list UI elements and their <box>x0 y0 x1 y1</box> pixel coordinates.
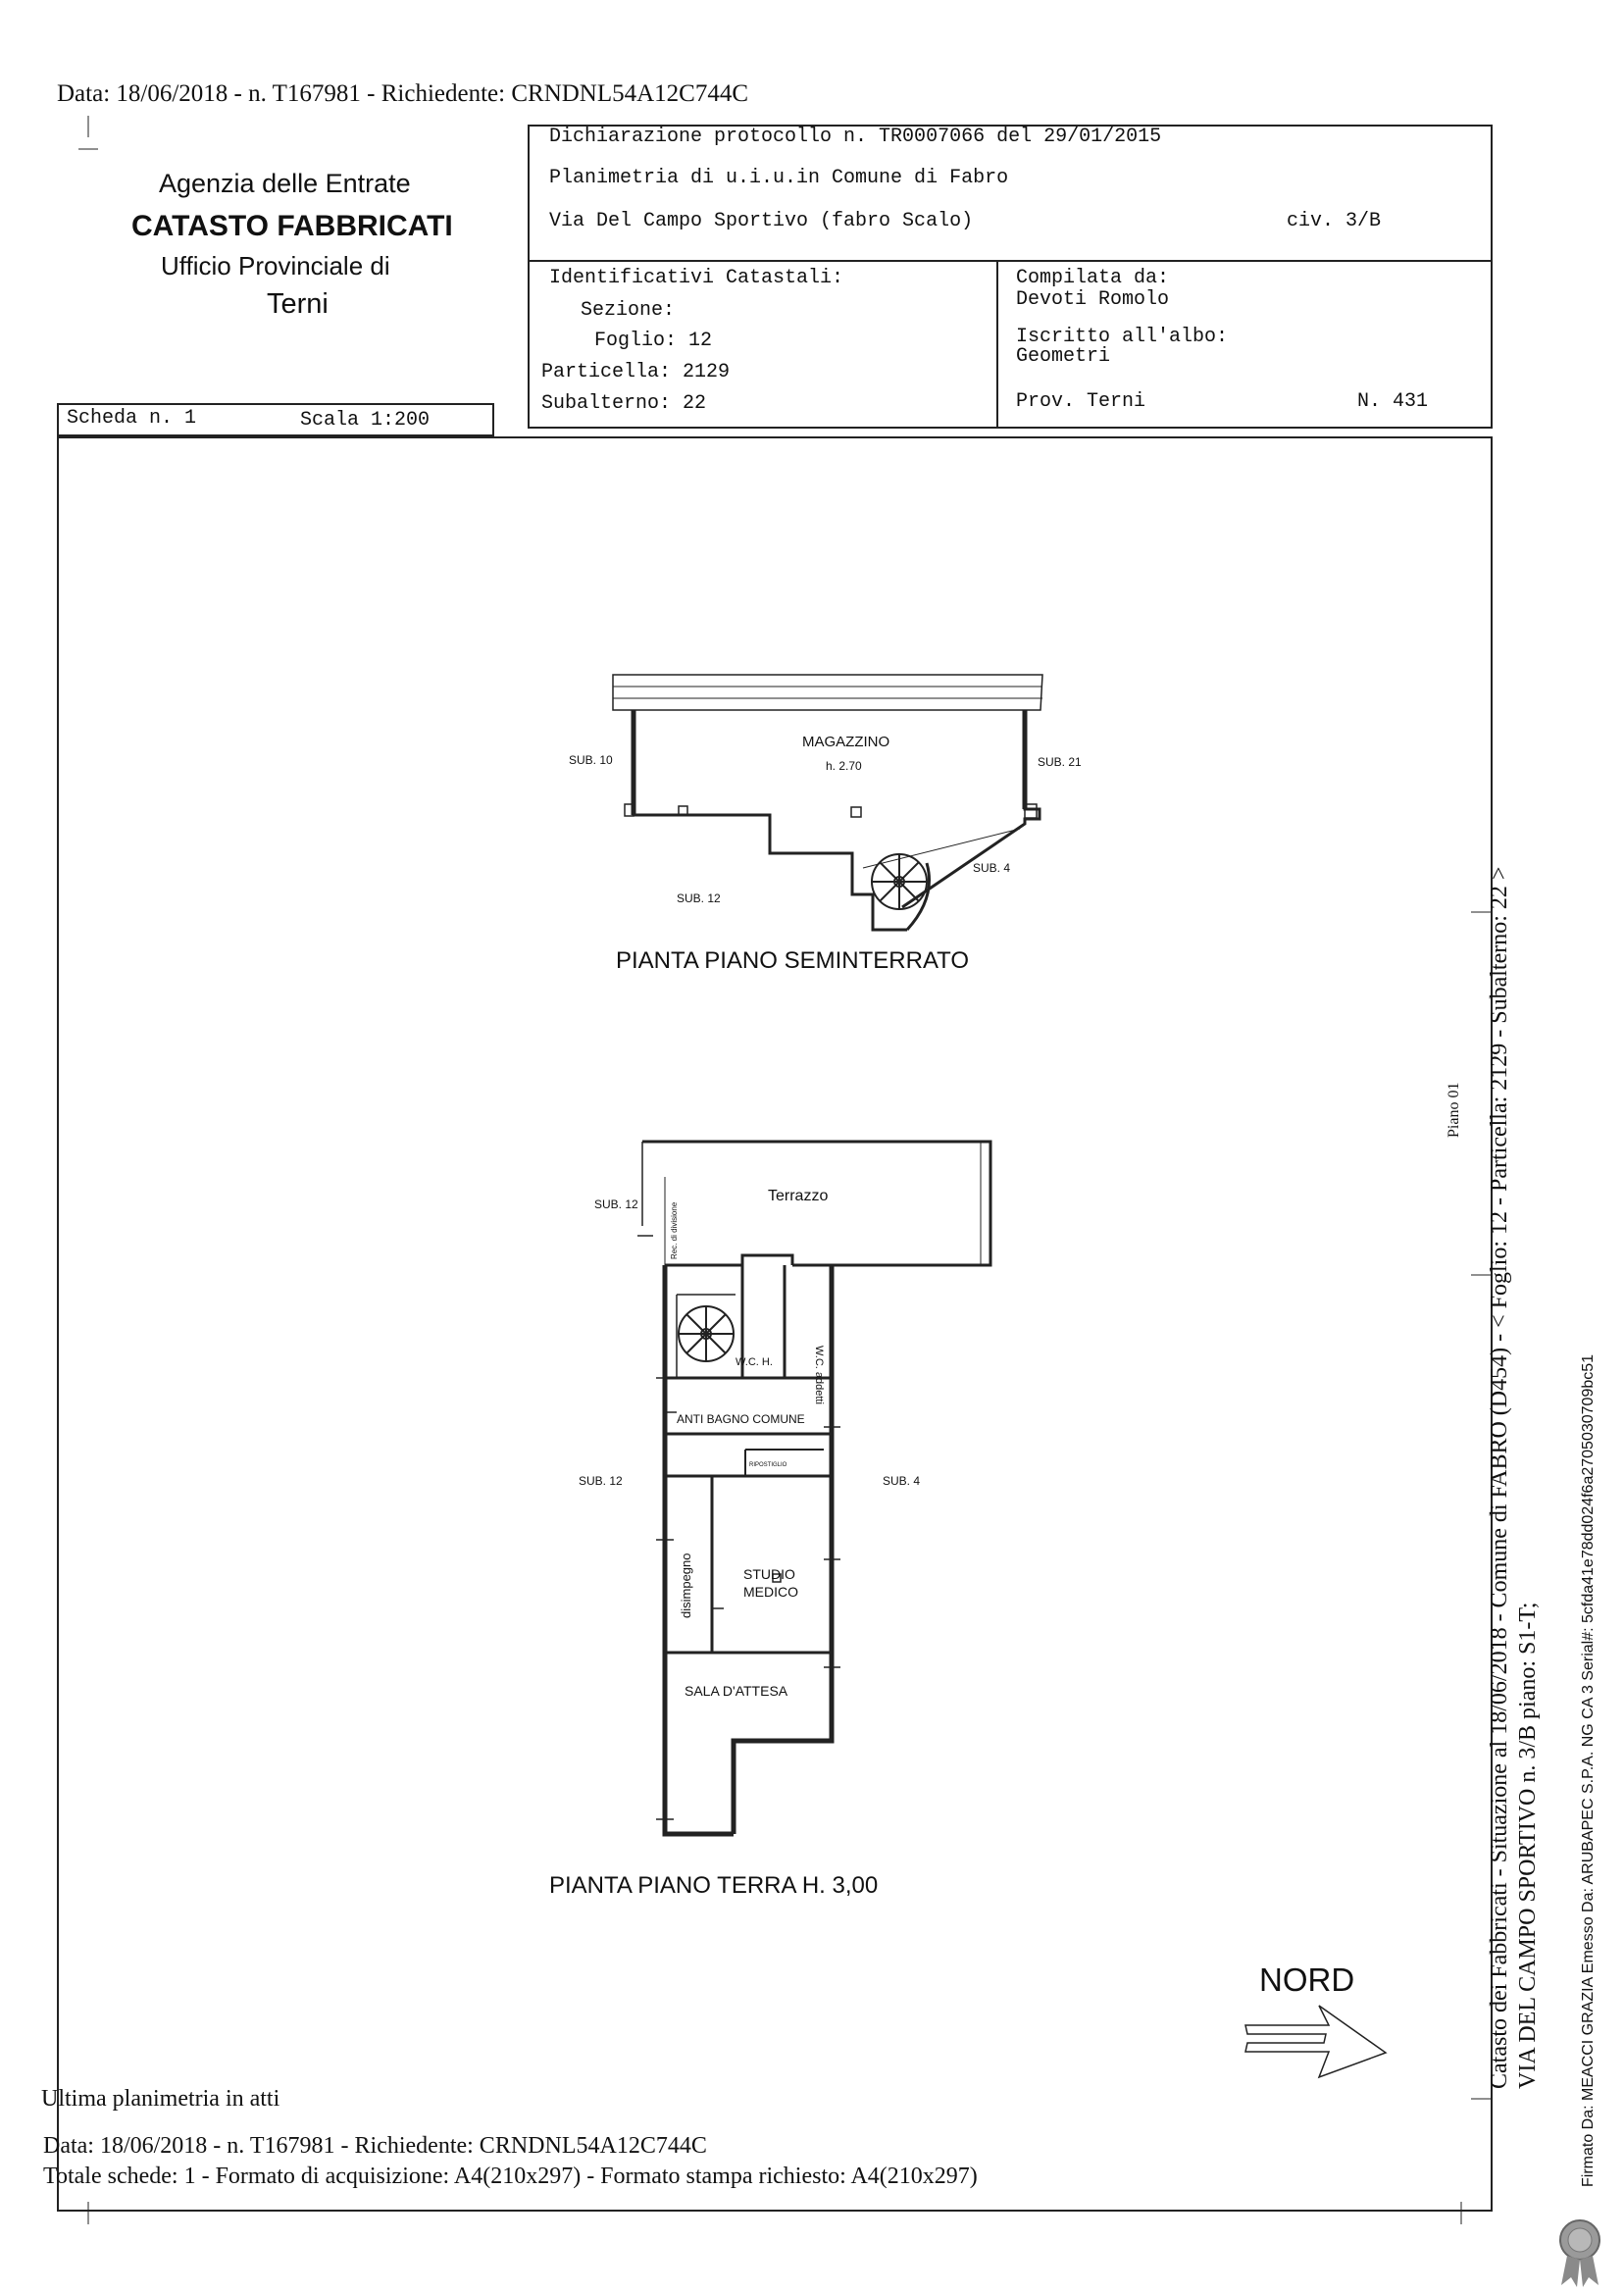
ground-ripostiglio-label: RIPOSTIGLIO <box>749 1462 787 1468</box>
identifiers-title: Identificativi Catastali: <box>549 267 844 289</box>
compiler-albo-label: Iscritto all'albo: <box>1016 326 1229 348</box>
ground-sub-right: SUB. 4 <box>883 1474 921 1488</box>
signature-seal-icon <box>1548 2213 1612 2289</box>
ground-caption: PIANTA PIANO TERRA H. 3,00 <box>549 1872 879 1899</box>
registration-ticks <box>78 116 1491 2224</box>
north-label: NORD <box>1259 1961 1355 1998</box>
basement-sub-bottom: SUB. 12 <box>677 891 721 905</box>
side-address-text: VIA DEL CAMPO SPORTIVO n. 3/B piano: S1-T; <box>1515 1602 1541 2089</box>
compiler-name: Devoti Romolo <box>1016 288 1170 311</box>
ground-sala-label: SALA D'ATTESA <box>685 1683 788 1699</box>
compiler-label: Compilata da: <box>1016 267 1170 289</box>
declaration-address: Via Del Campo Sportivo (fabro Scalo) <box>549 210 974 232</box>
scheda-scale: Scala 1:200 <box>300 409 431 432</box>
compiler-number: N. 431 <box>1357 390 1429 413</box>
north-arrow-icon <box>1245 2006 1386 2077</box>
office-agency: Agenzia delle Entrate <box>159 169 411 198</box>
header-request-line: Data: 18/06/2018 - n. T167981 - Richiedente: CRNDNL54A12C744C <box>57 80 749 107</box>
compiler-albo: Geometri <box>1016 345 1111 368</box>
ground-studio-label-1: STUDIO <box>743 1566 795 1582</box>
basement-caption: PIANTA PIANO SEMINTERRATO <box>616 947 970 974</box>
footer-request-line: Data: 18/06/2018 - n. T167981 - Richiedente: CRNDNL54A12C744C <box>43 2133 707 2159</box>
ground-terrace-label: Terrazzo <box>768 1188 829 1204</box>
scheda-number: Scheda n. 1 <box>67 407 197 430</box>
office-catasto: CATASTO FABBRICATI <box>131 210 453 242</box>
basement-sub-right: SUB. 21 <box>1038 755 1082 769</box>
ground-studio-label-2: MEDICO <box>743 1584 798 1600</box>
identifiers-particella: Particella: 2129 <box>541 361 731 383</box>
identifiers-sezione: Sezione: <box>581 299 676 322</box>
ground-wc-h-label: W.C. H. <box>736 1356 773 1368</box>
identifiers-foglio: Foglio: 12 <box>594 330 713 352</box>
footer-last-plan: Ultima planimetria in atti <box>41 2086 280 2112</box>
identifiers-subalterno: Subalterno: 22 <box>541 392 707 415</box>
office-city: Terni <box>267 288 329 320</box>
ground-sub-left: SUB. 12 <box>579 1474 623 1488</box>
ground-plan <box>637 1142 990 1834</box>
declaration-civ: civ. 3/B <box>1287 210 1382 232</box>
side-signature-text: Firmato Da: MEACCI GRAZIA Emesso Da: ARUBAPEC S.P.A. NG CA 3 Serial#: 5cfda41e78dd024f6a2705030709bc51 <box>1580 1353 1597 2187</box>
basement-sub-stair: SUB. 4 <box>973 861 1011 875</box>
ground-anti-label: ANTI BAGNO COMUNE <box>677 1412 805 1426</box>
side-stamp-text: Piano 01 <box>1446 1082 1462 1138</box>
ground-wc-addetti-label: W.C. addetti <box>813 1346 825 1404</box>
declaration-plan: Planimetria di u.i.u.in Comune di Fabro <box>549 167 1009 189</box>
ground-disimpegno-label: disimpegno <box>679 1553 693 1618</box>
office-ufficio: Ufficio Provinciale di <box>161 251 390 280</box>
basement-room-label: MAGAZZINO <box>802 734 890 750</box>
ground-rec-label: Rec. di divisione <box>670 1201 679 1259</box>
footer-totals: Totale schede: 1 - Formato di acquisizione: A4(210x297) - Formato stampa richiesto: A4(210x297) <box>43 2164 978 2189</box>
basement-sub-left: SUB. 10 <box>569 753 613 767</box>
declaration-protocol: Dichiarazione protocollo n. TR0007066 del 29/01/2015 <box>549 126 1162 148</box>
basement-height-label: h. 2.70 <box>826 759 862 773</box>
ground-sub-top: SUB. 12 <box>594 1197 638 1211</box>
compiler-province: Prov. Terni <box>1016 390 1146 413</box>
side-situation-text: Catasto dei Fabbricati - Situazione al 18/06/2018 - Comune di FABRO (D454) - < Foglio: 12 - Particella: 2129 - Subalterno: 22 > <box>1487 866 1512 2089</box>
